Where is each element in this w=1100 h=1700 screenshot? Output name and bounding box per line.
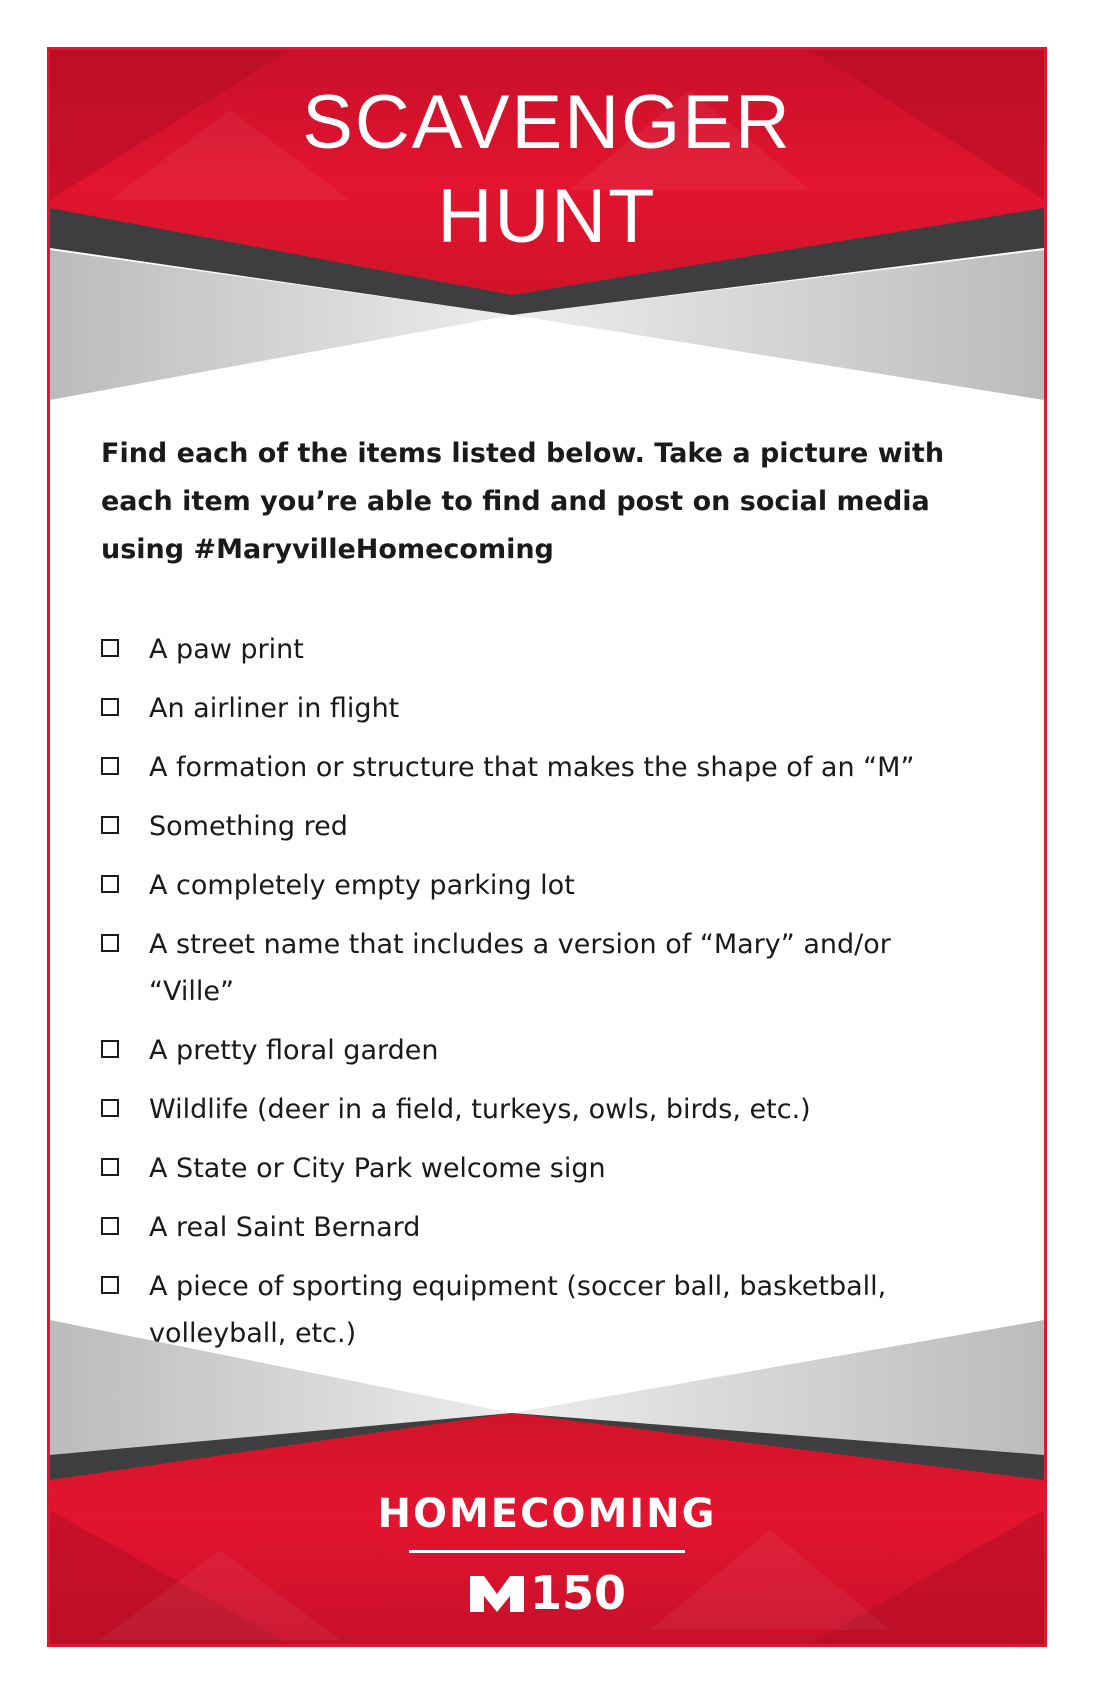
checklist-item-label: Something red xyxy=(149,811,348,842)
checklist-item[interactable] xyxy=(101,1204,981,1251)
checklist-item[interactable] xyxy=(101,1145,981,1192)
checkbox-icon[interactable] xyxy=(101,1040,119,1058)
m150-logo xyxy=(468,1567,626,1619)
checkbox-icon[interactable] xyxy=(101,875,119,893)
checklist-item-label: A paw print xyxy=(149,634,304,665)
checklist-item-label: A real Saint Bernard xyxy=(149,1212,421,1243)
checklist-item-label: A street name that includes a version of “Mary” and/or “Ville” xyxy=(149,929,891,1007)
checkbox-icon[interactable] xyxy=(101,1217,119,1235)
instructions-text: Find each of the items listed below. Take a picture with each item you’re able to find and post on social media using #MaryvilleHomecoming xyxy=(101,438,945,565)
page-title xyxy=(50,76,1044,264)
checklist-item-label: An airliner in flight xyxy=(149,693,400,724)
homecoming-wordmark: HOMECOMING xyxy=(377,1491,717,1537)
scavenger-checklist xyxy=(101,626,981,1369)
checklist-item[interactable] xyxy=(101,803,981,850)
checklist-item-label: Wildlife (deer in a field, turkeys, owls, birds, etc.) xyxy=(149,1094,811,1125)
checklist-item[interactable] xyxy=(101,1027,981,1074)
checkbox-icon[interactable] xyxy=(101,1158,119,1176)
checklist-item[interactable] xyxy=(101,744,981,791)
checklist-item-label: A State or City Park welcome sign xyxy=(149,1153,606,1184)
logo-divider xyxy=(409,1550,685,1553)
maryville-m-icon xyxy=(468,1572,526,1614)
checkbox-icon[interactable] xyxy=(101,757,119,775)
checkbox-icon[interactable] xyxy=(101,934,119,952)
checklist-item[interactable] xyxy=(101,685,981,732)
anniversary-number: 150 xyxy=(529,1566,627,1620)
checklist-item[interactable] xyxy=(101,1086,981,1133)
checkbox-icon[interactable] xyxy=(101,1099,119,1117)
checkbox-icon[interactable] xyxy=(101,816,119,834)
checkbox-icon[interactable] xyxy=(101,639,119,657)
checklist-item-label: A completely empty parking lot xyxy=(149,870,575,901)
checklist-item[interactable] xyxy=(101,921,981,1015)
checklist-item[interactable] xyxy=(101,626,981,673)
checklist-item-label: A pretty floral garden xyxy=(149,1035,439,1066)
checklist-item-label: A piece of sporting equipment (soccer ball, basketball, volleyball, etc.) xyxy=(149,1271,887,1349)
checkbox-icon[interactable] xyxy=(101,1276,119,1294)
scavenger-hunt-card xyxy=(47,47,1047,1647)
homecoming-logo xyxy=(50,1490,1044,1619)
checklist-item-label: A formation or structure that makes the shape of an “M” xyxy=(149,752,915,783)
title-line-2: HUNT xyxy=(437,174,657,259)
checklist-item[interactable] xyxy=(101,862,981,909)
checkbox-icon[interactable] xyxy=(101,698,119,716)
title-line-1: SCAVENGER xyxy=(302,80,792,165)
